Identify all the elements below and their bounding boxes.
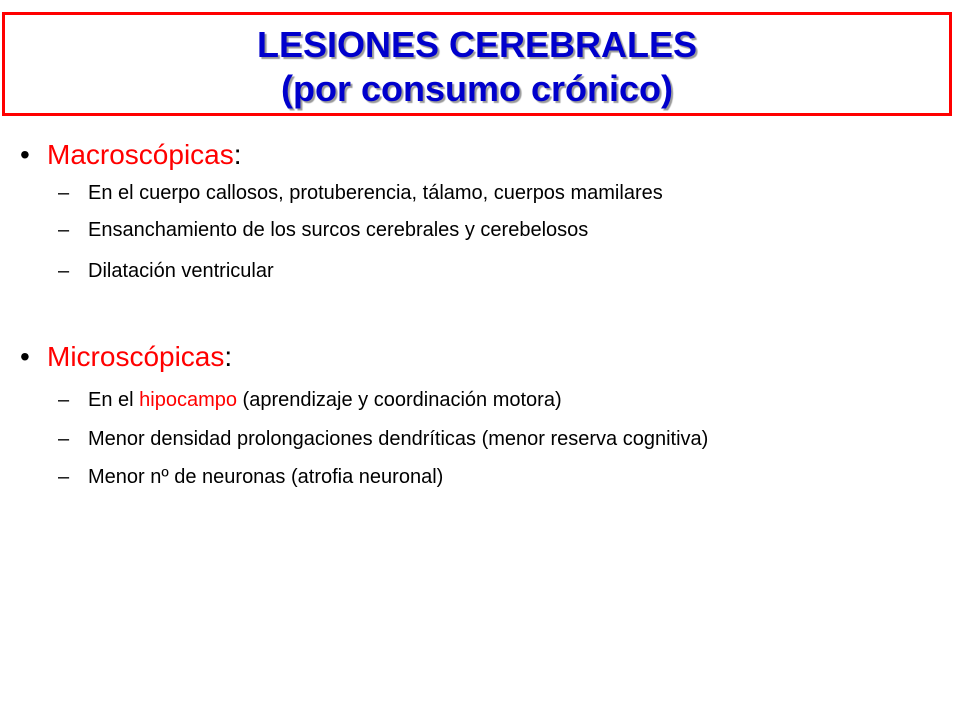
- heading-colon: :: [224, 341, 233, 372]
- sub-item-prefix: En el: [88, 389, 140, 411]
- title-line-1: LESIONES CEREBRALES: [256, 24, 698, 65]
- highlight-hipocampo: hipocampo: [139, 389, 237, 411]
- bullet-dot: •: [20, 341, 30, 372]
- heading-macroscopicas: Macroscópicas: [47, 139, 234, 170]
- sub-item-text: Dilatación ventricular: [88, 260, 274, 282]
- bullet-dot: •: [20, 139, 30, 170]
- heading-microscopicas: Microscópicas: [47, 341, 225, 372]
- dash: –: [58, 219, 70, 241]
- title-box: [2, 12, 952, 116]
- title-line-2: (por consumo crónico): [280, 68, 673, 109]
- sub-item-text: Menor densidad prolongaciones dendríticas (menor reserva cognitiva): [88, 428, 709, 450]
- dash: –: [58, 260, 70, 282]
- sub-item-text: Ensanchamiento de los surcos cerebrales y cerebelosos: [88, 219, 589, 241]
- bullet-heading: [47, 339, 232, 375]
- heading-colon: :: [233, 139, 242, 170]
- dash: –: [58, 466, 70, 488]
- sub-item-text: En el cuerpo callosos, protuberencia, tálamo, cuerpos mamilares: [88, 182, 663, 204]
- sub-item-rest: (aprendizaje y coordinación motora): [237, 389, 562, 411]
- dash: –: [58, 389, 70, 411]
- dash: –: [58, 182, 70, 204]
- bullet-heading: [47, 137, 242, 173]
- sub-item-text: [88, 386, 562, 414]
- sub-item-text: Menor nº de neuronas (atrofia neuronal): [88, 466, 444, 488]
- dash: –: [58, 428, 70, 450]
